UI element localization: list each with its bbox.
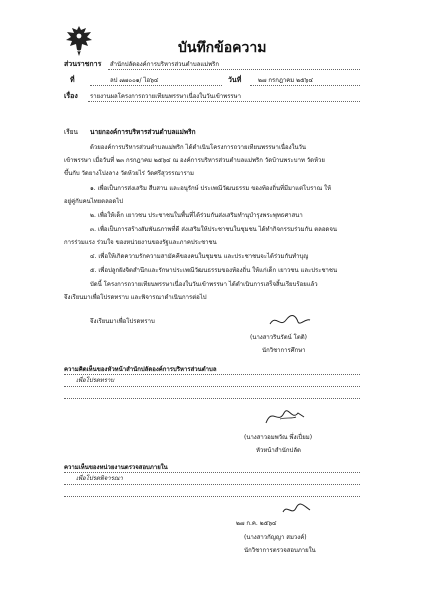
opinion1-label: ความคิดเห็นของหัวหน้าสำนักปลัดองค์การบริหารส่วนตำบล — [64, 366, 217, 373]
signer2-name: (นางสาวอมพวัณ พึ่งเปี่ยม) — [244, 434, 313, 441]
memo-title: บันทึกข้อความ — [178, 40, 267, 56]
signer3-date: ๒๗ ก.ค. ๒๕๖๔ — [236, 520, 277, 527]
subject-value: รายงานผลโครงการถวายเทียนพรรษาเนื่องในวันเข้าพรรษา — [90, 93, 241, 100]
signer2-position: หัวหน้าสำนักปลัด — [256, 447, 301, 454]
body-line-9: ๔. เพื่อให้เกิดความรักความสามัคคีของคนในชุมชน และประชาชนจะได้ร่วมกันทำบุญ — [90, 253, 309, 260]
body-line-4: ๑. เพื่อเป็นการส่งเสริม สืบสาน และอนุรักษ์ ประเพณีวัฒนธรรม ของท้องถิ่นที่มีมาแต่โบราณ ให้ — [90, 185, 332, 192]
signature-2 — [262, 403, 308, 429]
closing-text: จึงเรียนมาเพื่อโปรดทราบ — [90, 318, 155, 325]
signer3-name: (นางสาวกัญญา สมวงค์) — [244, 534, 307, 541]
body-line-8: การร่วมแรง ร่วมใจ ของหน่วยงานของรัฐและภาคประชาชน — [64, 239, 217, 246]
signer1-position: นักวิชาการศึกษา — [262, 347, 306, 354]
body-line-11: บัดนี้ โครงการถวายเทียนพรรษาเนื่องในวันเข้าพรรษา ได้ดำเนินการเสร็จสิ้นเรียบร้อยแล้ว — [90, 281, 318, 288]
signer3-position: นักวิชาการตรวจสอบภายใน — [244, 547, 316, 554]
agency-label: ส่วนราชการ — [64, 60, 102, 68]
agency-value: สำนักปลัดองค์การบริหารส่วนตำบลแม่พริก — [110, 61, 220, 68]
subject-label: เรื่อง — [64, 92, 78, 100]
signature-3 — [280, 500, 314, 518]
date-value: ๒๗ กรกฎาคม ๒๕๖๔ — [258, 77, 313, 84]
salutation-label: เรียน — [64, 128, 78, 136]
body-line-7: ๓. เพื่อเป็นการสร้างสัมพันธภาพที่ดี ส่งเสริมให้ประชาชนในชุมชน ได้ทำกิจกรรมร่วมกัน ตลอดจน — [90, 226, 337, 233]
body-line-2: เข้าพรรษา เมื่อวันที่ ๒๓ กรกฎาคม ๒๕๖๔ ณ องค์การบริหารส่วนตำบลแม่พริก วัดบ้านพระบาท วัดห้วย — [64, 157, 325, 164]
body-line-3: ขึ้นกับ วัดยางโปงลาง วัดห้วยไร่ วัดศรีสุวรรณาราม — [64, 170, 194, 177]
signature-1 — [268, 312, 312, 330]
opinion1-handwriting: เพื่อโปรดทราบ — [76, 377, 115, 384]
opinion2-label: ความเห็นของหน่วยงานตรวจสอบภายใน — [64, 464, 168, 471]
body-line-12: จึงเรียนมาเพื่อโปรดทราบ และพิจารณาดำเนินการต่อไป — [64, 294, 207, 301]
opinion2-handwriting: เพื่อโปรดพิจารณา — [76, 475, 123, 482]
salutation-value: นายกองค์การบริหารส่วนตำบลแม่พริก — [90, 128, 196, 136]
date-label: วันที่ — [228, 76, 242, 84]
ref-label: ที่ — [70, 76, 75, 84]
ref-value: ลป ๗๗๐๐๑/ ไอ๖๔ — [110, 77, 159, 84]
body-line-1: ด้วยองค์การบริหารส่วนตำบลแม่พริก ได้ดำเนินโครงการถวายเทียนพรรษาเนื่องในวัน — [90, 144, 307, 151]
body-line-5: อยู่คู่กับคนไทยตลอดไป — [64, 198, 124, 205]
body-line-6: ๒. เพื่อให้เด็ก เยาวชน ประชาชนในพื้นที่ได้ร่วมกันส่งเสริมทำนุบำรุงพระพุทธศาสนา — [90, 212, 303, 219]
garuda-emblem-icon — [64, 24, 94, 58]
signer1-name: (นางสาวรินรัตน์ โตติ) — [250, 334, 307, 341]
body-line-10: ๕. เพื่อปลูกฝังจิตสำนึกและรักษาประเพณีวัฒนธรรมของท้องถิ่น ให้แก่เด็ก เยาวชน และประชาชน — [90, 267, 338, 274]
